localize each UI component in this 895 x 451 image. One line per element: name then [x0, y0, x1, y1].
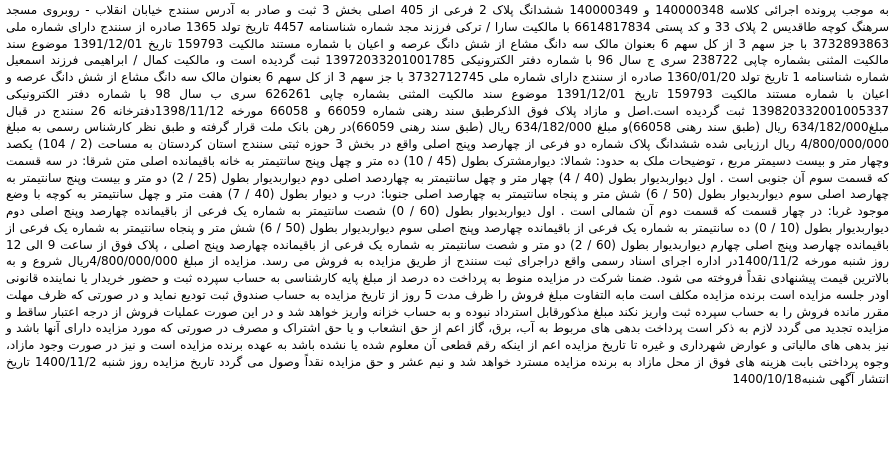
auction-notice-text: به موجب پرونده اجرائی کلاسه 140000348 و 140000349 ششدانگ پلاک 2 فرعی از 405 اصلی بخش 3 ثبت و صادر به آدرس سنندج خیابان انقلاب - روبروی مسجد سرهنگ کوچه طاقدیس 2 پلاک 33 و کد پستی 6614817834 با مالکیت سارا / ترکی فرزند مجد شماره شناسنامه 4457 تاریخ تولد 1365 صادره از سنندج دارای شماره ملی 3732893863 با جز سهم 3 از کل سهم 6 بعنوان مالک سه دانگ مشاع از شش دانگ عرصه و اعیان با شماره مستند مالکیت 159793 تاریخ 1391/12/01 موضوع سند مالکیت المثنی بشماره چاپی 238722 سری ج سال 96 با شماره دفتر الکترونیکی 13972033201001785 ثبت گردیده است و، مالکیت کمال / ابراهیمی فرزند اسمعیل شماره شناسنامه 1 تاریخ تولد 1360/01/20 صادره از سنندج دارای شماره ملی 3732712745 با جز سهم 3 از کل سهم 6 بعنوان مالک سه دانگ مشاع از شش دانگ عرصه و اعیان با شماره مستند مالکیت 159793 تاریخ 1391/12/01 موضوع سند مالکیت المثنی بشماره چاپی 626261 سری ب سال 98 با شماره دفتر الکترونیکی 139820332001005337 ثبت گردیده است.اصل و مازاد پلاک فوق الذکرطبق سند رهنی شماره 66059 و 66058 مورخه 1398/11/12دفترخانه 26 سنندج در قبال مبلغ634/182/000 ریال (طبق سند رهنی 66058)و مبلغ 634/182/000 ریال (طبق سند رهنی 66059)در رهن بانک ملت قرار گرفته و طبق نظر کارشناس رسمی به مبلغ 4/800/000/000 ریال ارزیابی شده ششدانگ پلاک شماره دو فرعی از چهارصد وپنج اصلی واقع در بخش 3 حوزه ثبتی سنندج استان کردستان به مساحت (2 / 104) یکصد وچهار متر و بیست دسیمتر مربع ، توضیحات ملک به حدود: شمالا: دیوارمشترک بطول (45 / 10) ده متر و چهل وپنج سانتیمتر به خانه باقیمانده اصلی متن شرقا: در سه قسمت که قسمت سوم آن جنوبی است . اول دیواربدیوار بطول (40 / 4) چهار متر و چهل سانتیمتر به چهاردصد اصلی دوم دیواربدیوار بطول (25 / 2) دو متر و بیست وپنج سانتیمتر به چهارصد اصلی سوم دیواربدیوار بطول (50 / 6) شش متر و پنجاه سانتیمتر به چهارصد اصلی جنوبا: درب و دیوار بطول (40 / 7) هفت متر و چهل سانتیمتر به کوچه با وضع موجود غربا: در چهار قسمت که قسمت دوم آن شمالی است . اول دیواربدیوار بطول (60 / 0) شصت سانتیمتر به شماره یک فرعی از باقیمانده چهارصد وپنج اصلی دوم دیواربدیوار بطول (10 / 0) ده سانتیمتر به شماره یک فرعی از باقیمانده چهارصد وپنج اصلی سوم دیواربدیوار بطول (50 / 6) شش متر و پنجاه سانتیمتر به شماره یک فرعی از باقیمانده چهارصد وپنج اصلی چهارم دیواربدیوار بطول (60 / 2) دو متر و شصت سانتیمتر به شماره یک فرعی از باقیمانده چهارصد وپنج اصلی ، پلاک فوق از ساعت 9 الی 12 روز شنبه مورخه 1400/11/2در اداره اجرای اسناد رسمی واقع دراجرای ثبت سنندج از طریق مزایده به فروش می رسد. مزایده از مبلغ 4/800/000/000ریال شروع و به بالاترین قیمت پیشنهادی نقداً فروخته می شود. ضمنا شرکت در مزایده منوط به پرداخت ده درصد از مبلغ پایه کارشناسی به حساب سپرده ثبت و حضور خریدار یا نماینده قانونی اودر جلسه مزایده است برنده مزایده مکلف است مابه التفاوت مبلغ فروش را ظرف مدت 5 روز از تاریخ مزایده به حساب صندوق ثبت تودیع نماید و در صورتی که ظرف مهلت مقرر مانده فروش را به حساب سپرده ثبت واریز نکند مبلغ مذکورقابل استرداد نبوده و به حساب خزانه واریز خواهد شد و در این صورت عملیات فروش از درجه اعتبار ساقط و مزایده تجدید می گردد لازم به ذکر است پرداخت بدهی های مربوط به آب، برق، گاز اعم از حق انشعاب و یا حق اشتراک و مصرف در صورتی که مورد مزایده دارای آنها باشد و نیز بدهی های مالیاتی و عوارض شهرداری و غیره تا تاریخ مزایده اعم از اینکه رقم قطعی آن معلوم شده یا نشده باشد به عهده برنده مزایده است و نیز در صورت وجود مازاد، وجوه پرداختی بابت هزینه های فوق از محل مازاد به برنده مزایده مسترد خواهد شد و نیم عشر و حق مزایده نقداً وصول می گردد تاریخ مزایده روز شنبه 1400/11/2 تاریخ انتشار آگهی شنبه1400/10/18	[6, 3, 890, 386]
